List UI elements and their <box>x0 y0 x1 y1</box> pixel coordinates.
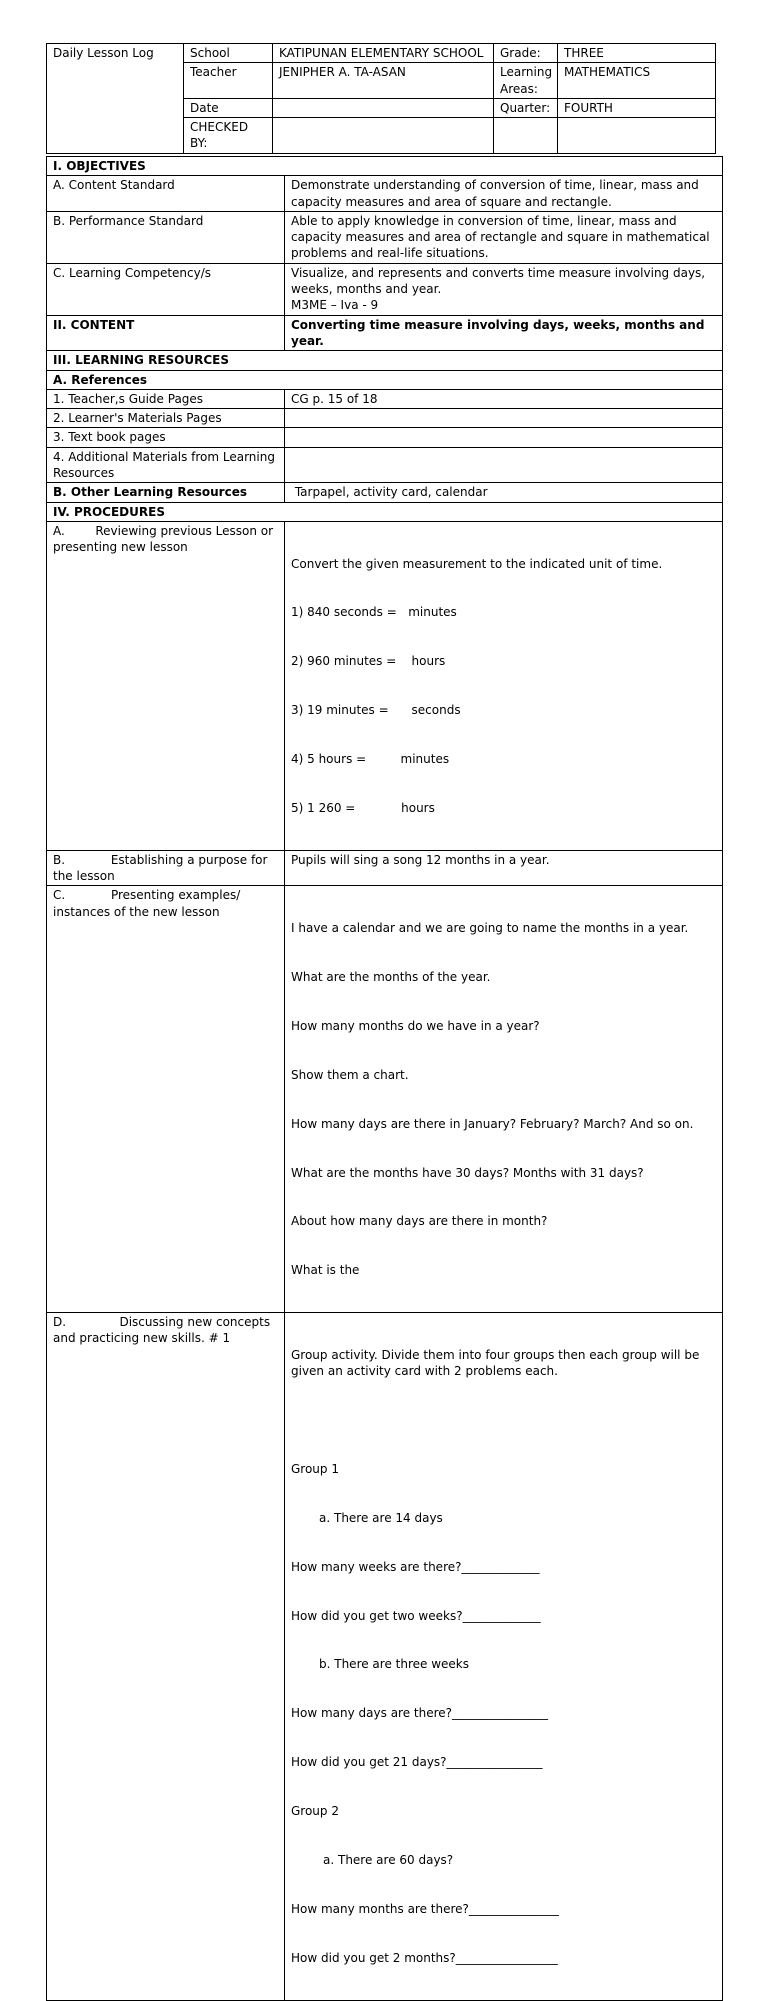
date-value <box>273 98 494 117</box>
objectives-heading: I. OBJECTIVES <box>47 157 723 176</box>
lesson-plan-table <box>46 156 723 2001</box>
tg-label: 1. Teacher,s Guide Pages <box>47 389 285 408</box>
procedure-a-line: 2) 960 minutes = hours <box>291 654 446 669</box>
procedure-a-line: 4) 5 hours = minutes <box>291 752 450 767</box>
procedure-c-line: Show them a chart. <box>291 1067 409 1082</box>
group-2-question: How many months are there?_______________ <box>291 1901 559 1916</box>
grade-label: Grade: <box>494 44 558 63</box>
school-label: School <box>184 44 273 63</box>
procedure-a-label: A. Reviewing previous Lesson or presenting new lesson <box>47 521 285 850</box>
competency-cell <box>285 263 723 315</box>
group-1-question: How did you get two weeks?_____________ <box>291 1608 541 1623</box>
lm-value <box>285 409 723 428</box>
procedure-c-line: What are the months of the year. <box>291 969 491 984</box>
references-label: A. References <box>47 370 723 389</box>
date-label: Date <box>184 98 273 117</box>
procedure-c-line: About how many days are there in month? <box>291 1214 548 1229</box>
school-value: KATIPUNAN ELEMENTARY SCHOOL <box>273 44 494 63</box>
procedures-heading: IV. PROCEDURES <box>47 502 723 521</box>
tg-value: CG p. 15 of 18 <box>285 389 723 408</box>
procedure-b-value: Pupils will sing a song 12 months in a year. <box>285 850 723 886</box>
learning-areas-label: Learning Areas: <box>494 63 558 99</box>
procedure-c-line: How many months do we have in a year? <box>291 1018 540 1033</box>
empty-cell <box>558 118 716 154</box>
other-resources-value: Tarpapel, activity card, calendar <box>285 483 723 502</box>
procedure-a-line: 1) 840 seconds = minutes <box>291 605 457 620</box>
checked-by-label: CHECKED BY: <box>184 118 273 154</box>
group-1-item-b: b. There are three weeks <box>319 1657 469 1672</box>
content-value: Converting time measure involving days, weeks, months and year. <box>285 315 723 351</box>
content-standard-value: Demonstrate understanding of conversion of time, linear, mass and capacity measures and area of square and rectangle. <box>285 176 723 212</box>
procedure-a-line: Convert the given measurement to the indicated unit of time. <box>291 556 663 571</box>
lm-label: 2. Learner's Materials Pages <box>47 409 285 428</box>
procedure-b-label: B. Establishing a purpose for the lesson <box>47 850 285 886</box>
procedure-c-label: C. Presenting examples/ instances of the new lesson <box>47 886 285 1313</box>
textbook-value <box>285 428 723 447</box>
procedure-c-line: What is the <box>291 1263 360 1278</box>
procedure-c-line: How many days are there in January? February? March? And so on. <box>291 1116 694 1131</box>
group-1-question: How many weeks are there?_____________ <box>291 1559 540 1574</box>
group-1-question: How many days are there?________________ <box>291 1706 549 1721</box>
checked-by-value <box>273 118 494 154</box>
teacher-value: JENIPHER A. TA-ASAN <box>273 63 494 99</box>
group-1-item-a: a. There are 14 days <box>319 1510 443 1525</box>
log-title: Daily Lesson Log <box>47 44 184 154</box>
additional-label: 4. Additional Materials from Learning Resources <box>47 447 285 483</box>
header-table <box>46 43 716 154</box>
procedure-a-cell <box>285 521 723 850</box>
grade-value: THREE <box>558 44 716 63</box>
group-1-label: Group 1 <box>291 1461 339 1476</box>
spacer <box>291 1412 716 1428</box>
procedure-d-intro: Group activity. Divide them into four groups then each group will be given an activity card with 2 problems each. <box>291 1347 704 1379</box>
content-label: II. CONTENT <box>47 315 285 351</box>
textbook-label: 3. Text book pages <box>47 428 285 447</box>
group-2-question: How did you get 2 months?_________________ <box>291 1950 558 1965</box>
procedure-c-cell <box>285 886 723 1313</box>
competency-value: Visualize, and represents and converts time measure involving days, weeks, months and year. <box>291 265 709 297</box>
learning-areas-value: MATHEMATICS <box>558 63 716 99</box>
procedure-a-line: 5) 1 260 = hours <box>291 800 435 815</box>
additional-value <box>285 447 723 483</box>
empty-cell <box>494 118 558 154</box>
group-1-question: How did you get 21 days?________________ <box>291 1755 543 1770</box>
procedure-a-line: 3) 19 minutes = seconds <box>291 703 461 718</box>
procedure-c-line: What are the months have 30 days? Months with 31 days? <box>291 1165 644 1180</box>
procedure-d-cell <box>285 1313 723 2000</box>
competency-code: M3ME – Iva - 9 <box>291 298 379 313</box>
other-resources-label: B. Other Learning Resources <box>47 483 285 502</box>
group-2-item-a: a. There are 60 days? <box>323 1852 454 1867</box>
content-standard-label: A. Content Standard <box>47 176 285 212</box>
teacher-label: Teacher <box>184 63 273 99</box>
procedure-c-line: I have a calendar and we are going to name the months in a year. <box>291 921 689 936</box>
resources-heading: III. LEARNING RESOURCES <box>47 351 723 370</box>
quarter-label: Quarter: <box>494 98 558 117</box>
competency-label: C. Learning Competency/s <box>47 263 285 315</box>
group-2-label: Group 2 <box>291 1804 339 1819</box>
quarter-value: FOURTH <box>558 98 716 117</box>
performance-standard-label: B. Performance Standard <box>47 211 285 263</box>
procedure-d-label: D. Discussing new concepts and practicing new skills. # 1 <box>47 1313 285 2000</box>
performance-standard-value: Able to apply knowledge in conversion of time, linear, mass and capacity measures and area of rectangle and square in mathematical problems and real-life situations. <box>285 211 723 263</box>
